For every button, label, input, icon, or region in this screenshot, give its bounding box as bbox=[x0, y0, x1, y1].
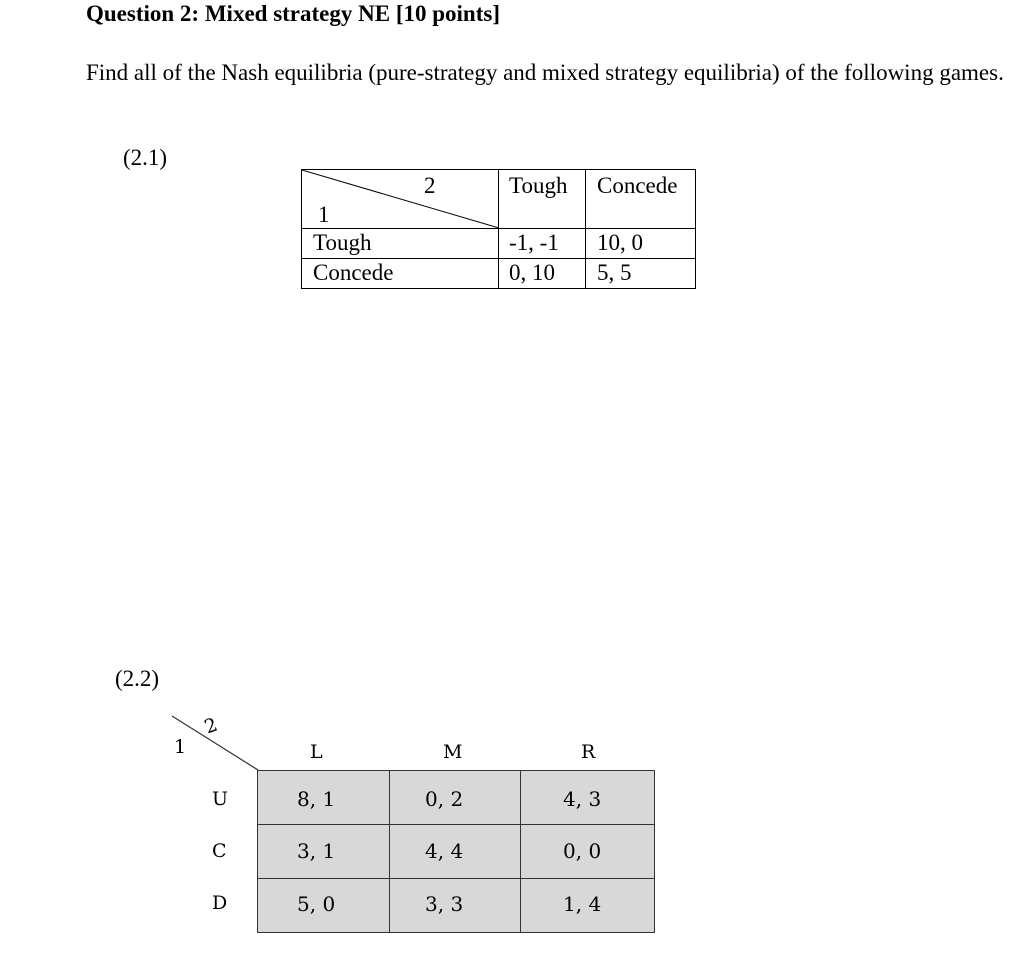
question-title: Question 2: Mixed strategy NE [10 points] bbox=[86, 1, 500, 26]
game2-payoff-cell: 0, 2 bbox=[425, 787, 464, 811]
game2-row-header: C bbox=[212, 840, 227, 862]
game2-payoff-cell: 4, 3 bbox=[563, 787, 602, 811]
game1-payoff-cell: 0, 10 bbox=[509, 260, 555, 285]
question-prompt: Find all of the Nash equilibria (pure-strategy and mixed strategy equilibria) of the following games. bbox=[86, 60, 1004, 85]
game2-row-header: D bbox=[212, 892, 228, 914]
game1-player1-label: 1 bbox=[318, 202, 330, 227]
game2-player1-label: 1 bbox=[174, 736, 187, 758]
game2-payoff-cell: 4, 4 bbox=[425, 839, 464, 863]
game1-diagonal-divider bbox=[302, 170, 499, 228]
game2-col-header: R bbox=[581, 741, 596, 763]
game2-player2-label: 2 bbox=[201, 713, 221, 739]
game1-row-header: Tough bbox=[313, 230, 372, 255]
game2-payoff-table bbox=[257, 770, 655, 933]
game2-row-header: U bbox=[212, 788, 229, 810]
game1-col-header: Tough bbox=[509, 173, 568, 198]
game2-payoff-cell: 3, 1 bbox=[297, 839, 336, 863]
game2-payoff-cell: 8, 1 bbox=[297, 787, 336, 811]
game1-payoff-cell: -1, -1 bbox=[509, 230, 559, 255]
game1-col-header: Concede bbox=[597, 173, 678, 198]
game1-payoff-table bbox=[301, 169, 696, 289]
game1-payoff-cell: 5, 5 bbox=[597, 260, 632, 285]
game2-payoff-cell: 0, 0 bbox=[563, 839, 602, 863]
game1-row-header: Concede bbox=[313, 260, 394, 285]
game2-col-header: L bbox=[310, 741, 323, 763]
game2-label: (2.2) bbox=[115, 666, 160, 691]
game2-payoff-cell: 1, 4 bbox=[563, 892, 602, 916]
game1-player2-label: 2 bbox=[424, 173, 436, 198]
game2-col-header: M bbox=[443, 741, 463, 763]
game1-label: (2.1) bbox=[123, 145, 168, 170]
game1-payoff-cell: 10, 0 bbox=[597, 230, 643, 255]
game2-payoff-cell: 3, 3 bbox=[425, 892, 464, 916]
game2-payoff-cell: 5, 0 bbox=[297, 892, 336, 916]
